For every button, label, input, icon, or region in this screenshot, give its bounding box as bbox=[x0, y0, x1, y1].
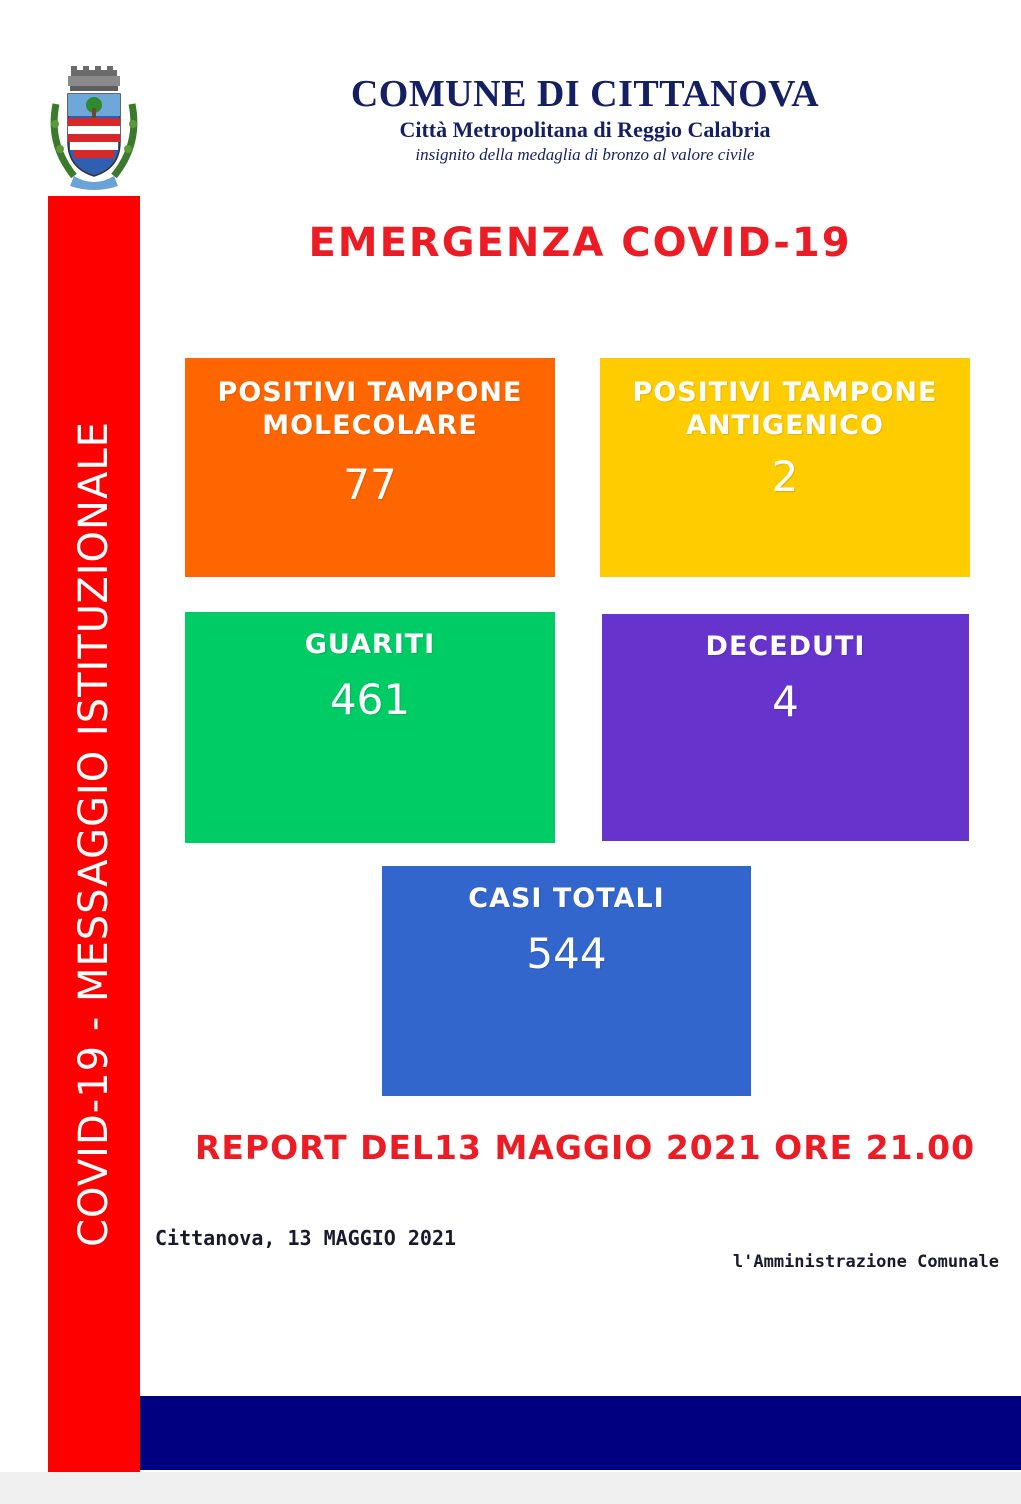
stat-label-line1: POSITIVI TAMPONE bbox=[217, 377, 523, 408]
header-motto: insignito della medaglia di bronzo al valore civile bbox=[415, 145, 755, 164]
stat-label: CASI TOTALI bbox=[468, 883, 665, 914]
municipal-crest-icon bbox=[46, 64, 142, 194]
stat-label: DECEDUTI bbox=[705, 631, 866, 662]
stat-box-positivi-molecolare bbox=[185, 358, 555, 577]
stat-box-positivi-antigenico bbox=[600, 358, 970, 577]
stat-box-casi-totali bbox=[382, 866, 751, 1096]
stat-value: 544 bbox=[526, 929, 607, 978]
emergency-title: EMERGENZA COVID-19 bbox=[308, 220, 852, 266]
date-line: Cittanova, 13 MAGGIO 2021 bbox=[155, 1226, 457, 1250]
stat-value: 77 bbox=[343, 460, 397, 509]
side-band-text: COVID-19 - MESSAGGIO ISTITUZIONALE bbox=[71, 421, 117, 1247]
signature: l'Amministrazione Comunale bbox=[732, 1252, 999, 1272]
stat-value: 2 bbox=[771, 452, 799, 501]
stat-label-line2: MOLECOLARE bbox=[262, 410, 478, 441]
report-line: REPORT DEL13 MAGGIO 2021 ORE 21.00 bbox=[194, 1128, 976, 1167]
stat-label: GUARITI bbox=[304, 629, 436, 660]
header-subtitle: Città Metropolitana di Reggio Calabria bbox=[399, 117, 771, 142]
stat-label-line1: POSITIVI TAMPONE bbox=[632, 377, 938, 408]
stat-value: 461 bbox=[329, 675, 411, 724]
stat-value: 4 bbox=[772, 677, 799, 726]
stat-box-deceduti bbox=[602, 614, 969, 841]
stat-box-guariti bbox=[185, 612, 555, 843]
bottom-shade bbox=[0, 1472, 1021, 1504]
header-title: COMUNE DI CITTANOVA bbox=[350, 73, 820, 115]
side-band bbox=[48, 196, 140, 1472]
stat-label-line2: ANTIGENICO bbox=[686, 410, 884, 441]
bottom-bar bbox=[140, 1396, 1021, 1470]
